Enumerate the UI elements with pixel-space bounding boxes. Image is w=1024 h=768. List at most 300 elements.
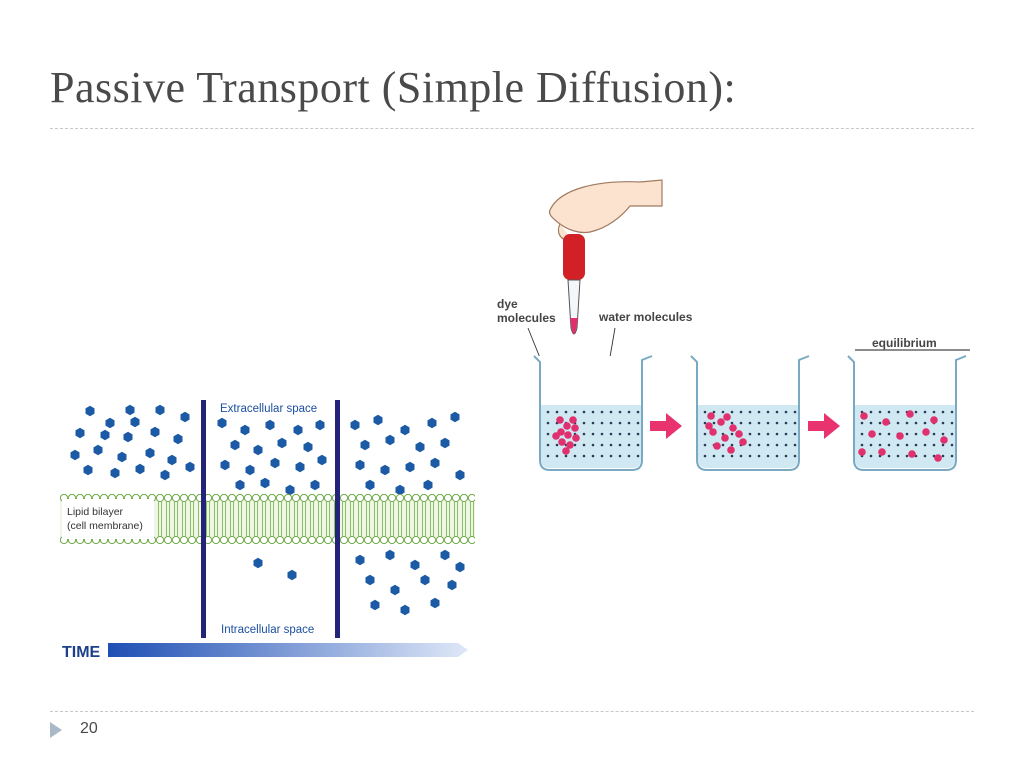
molecule-icon: [156, 405, 165, 415]
lipid-head: [268, 494, 275, 501]
lipid-head: [260, 494, 267, 501]
molecule-icon: [288, 570, 297, 580]
water-molecule-dot: [897, 411, 900, 414]
lipid-head: [220, 494, 227, 501]
lipid-head: [212, 536, 219, 543]
water-molecule-dot: [556, 455, 559, 458]
water-molecule-dot: [794, 422, 797, 425]
molecule-icon: [136, 464, 145, 474]
lipid-head: [212, 494, 219, 501]
dye-label-line2: molecules: [497, 311, 556, 325]
lipid-head: [372, 494, 379, 501]
water-molecule-dot: [794, 411, 797, 414]
water-molecule-dot: [767, 411, 770, 414]
water-molecule-dot: [610, 433, 613, 436]
water-molecule-dot: [924, 455, 927, 458]
dye-molecule: [558, 438, 566, 446]
molecule-icon: [246, 465, 255, 475]
bilayer-label-line2: (cell membrane): [67, 520, 143, 532]
lipid-head: [452, 536, 459, 543]
water-molecule-dot: [785, 411, 788, 414]
dye-molecule: [940, 436, 948, 444]
molecule-icon: [441, 550, 450, 560]
lipid-head: [404, 536, 411, 543]
molecule-icon: [374, 415, 383, 425]
water-molecule-dot: [942, 433, 945, 436]
dye-molecule: [858, 448, 866, 456]
molecule-icon: [271, 458, 280, 468]
water-molecule-dot: [776, 444, 779, 447]
water-molecule-dot: [749, 433, 752, 436]
water-molecule-dot: [897, 455, 900, 458]
molecule-icon: [126, 405, 135, 415]
lipid-head: [348, 494, 355, 501]
dye-molecule: [717, 418, 725, 426]
water-molecule-dot: [942, 455, 945, 458]
molecule-icon: [218, 418, 227, 428]
molecule-icon: [236, 480, 245, 490]
lipid-head: [236, 494, 243, 501]
lipid-head: [316, 536, 323, 543]
lipid-head: [324, 536, 331, 543]
dye-molecule: [707, 412, 715, 420]
water-molecule-dot: [740, 455, 743, 458]
water-molecule-dot: [794, 455, 797, 458]
lipid-head: [164, 536, 171, 543]
water-molecule-dot: [888, 433, 891, 436]
lipid-head: [412, 494, 419, 501]
lipid-head: [388, 494, 395, 501]
molecule-icon: [266, 420, 275, 430]
water-molecule-dot: [951, 455, 954, 458]
molecule-icon: [386, 435, 395, 445]
molecule-icon: [386, 550, 395, 560]
lipid-head: [228, 536, 235, 543]
water-molecule-dot: [767, 444, 770, 447]
dye-molecule: [562, 447, 570, 455]
water-molecule-dot: [731, 411, 734, 414]
dye-molecule: [860, 412, 868, 420]
dye-molecule: [723, 413, 731, 421]
molecule-icon: [294, 425, 303, 435]
slide-title: Passive Transport (Simple Diffusion):: [50, 63, 737, 112]
molecule-icon: [231, 440, 240, 450]
molecule-icon: [174, 434, 183, 444]
water-molecule-dot: [785, 433, 788, 436]
lipid-head: [292, 494, 299, 501]
water-molecule-dot: [794, 433, 797, 436]
water-molecule-dot: [879, 433, 882, 436]
water-molecule-dot: [601, 444, 604, 447]
lipid-head: [420, 536, 427, 543]
bilayer-label-line1: Lipid bilayer: [67, 506, 124, 518]
dye-molecule: [564, 431, 572, 439]
water-molecule-dot: [758, 455, 761, 458]
water-molecule-dot: [879, 422, 882, 425]
water-molecule-dot: [574, 444, 577, 447]
lipid-head: [300, 494, 307, 501]
water-molecule-dot: [933, 411, 936, 414]
lipid-head: [364, 494, 371, 501]
beakers-group: [534, 356, 966, 470]
water-molecule-dot: [749, 411, 752, 414]
water-molecule-dot: [906, 422, 909, 425]
lipid-head: [260, 536, 267, 543]
dye-molecule: [556, 416, 564, 424]
water-molecule-dot: [592, 422, 595, 425]
dye-molecule: [882, 418, 890, 426]
lipid-head: [244, 494, 251, 501]
water-molecule-dot: [592, 455, 595, 458]
molecule-icon: [351, 420, 360, 430]
molecule-icon: [86, 406, 95, 416]
water-molecule-dot: [601, 422, 604, 425]
dye-molecule: [739, 438, 747, 446]
molecule-icon: [311, 480, 320, 490]
water-molecule-dot: [915, 433, 918, 436]
water-molecule-dot: [776, 433, 779, 436]
water-molecule-dot: [619, 422, 622, 425]
lipid-head: [388, 536, 395, 543]
lipid-head: [452, 494, 459, 501]
lipid-head: [252, 536, 259, 543]
water-molecule-dot: [628, 444, 631, 447]
molecule-icon: [101, 430, 110, 440]
water-molecule-dot: [628, 455, 631, 458]
water-molecule-dot: [888, 444, 891, 447]
water-molecule-dot: [574, 411, 577, 414]
molecule-icon: [146, 448, 155, 458]
dye-molecule: [922, 428, 930, 436]
water-molecule-dot: [628, 411, 631, 414]
molecule-icon: [286, 485, 295, 495]
water-molecule-dot: [583, 411, 586, 414]
molecule-icon: [296, 462, 305, 472]
lipid-head: [340, 494, 347, 501]
water-molecule-dot: [637, 433, 640, 436]
dye-molecule: [906, 410, 914, 418]
molecule-icon: [278, 438, 287, 448]
water-molecule-dot: [547, 411, 550, 414]
water-molecule-dot: [592, 433, 595, 436]
lipid-head: [468, 536, 475, 543]
page-number: 20: [80, 720, 98, 737]
water-molecule-dot: [556, 444, 559, 447]
water-molecule-dot: [583, 444, 586, 447]
water-molecule-dot: [610, 444, 613, 447]
lipid-head: [364, 536, 371, 543]
molecule-icon: [371, 600, 380, 610]
dye-molecule: [552, 432, 560, 440]
lipid-head: [276, 494, 283, 501]
lipid-head: [228, 494, 235, 501]
water-molecule-dot: [583, 422, 586, 425]
water-molecule-dot: [879, 444, 882, 447]
molecule-icon: [76, 428, 85, 438]
lipid-head: [436, 494, 443, 501]
water-molecule-dot: [704, 455, 707, 458]
lipid-head: [348, 536, 355, 543]
time-arrow: [108, 643, 468, 657]
molecule-icon: [428, 418, 437, 428]
lipid-head: [436, 536, 443, 543]
water-molecule-dot: [637, 455, 640, 458]
water-molecule-dot: [704, 411, 707, 414]
molecule-icon: [111, 468, 120, 478]
molecule-icon: [441, 438, 450, 448]
water-molecule-dot: [897, 422, 900, 425]
lipid-head: [180, 494, 187, 501]
lipid-head: [164, 494, 171, 501]
dye-molecule: [705, 422, 713, 430]
water-molecule-dot: [906, 433, 909, 436]
molecule-icon: [421, 575, 430, 585]
water-molecule-dot: [619, 411, 622, 414]
lipid-head: [300, 536, 307, 543]
water-molecule-dot: [951, 411, 954, 414]
title-divider: [50, 128, 974, 129]
molecule-icon: [151, 427, 160, 437]
lipid-head: [180, 536, 187, 543]
dye-molecule: [563, 422, 571, 430]
water-molecule-dot: [888, 411, 891, 414]
water-molecule-dot: [758, 411, 761, 414]
water-molecule-dot: [776, 422, 779, 425]
molecule-icon: [118, 452, 127, 462]
water-molecule-dot: [870, 411, 873, 414]
water-molecule-dot: [794, 444, 797, 447]
water-molecule-dot: [879, 411, 882, 414]
lipid-head: [188, 494, 195, 501]
water-molecule-dot: [601, 411, 604, 414]
water-molecule-dot: [785, 455, 788, 458]
lipid-head: [236, 536, 243, 543]
molecule-icon: [381, 465, 390, 475]
water-molecule-dot: [628, 433, 631, 436]
molecule-icon: [401, 425, 410, 435]
water-molecule-dot: [915, 411, 918, 414]
water-molecule-dot: [758, 433, 761, 436]
water-molecule-dot: [861, 433, 864, 436]
lipid-head: [372, 536, 379, 543]
dropper-bulb: [563, 234, 585, 280]
equilibrium-label: equilibrium: [872, 336, 937, 350]
molecule-icon: [161, 470, 170, 480]
lipid-head: [220, 536, 227, 543]
molecule-icon: [316, 420, 325, 430]
water-molecule-dot: [942, 422, 945, 425]
water-molecule-dot: [740, 422, 743, 425]
water-molecule-dot: [924, 411, 927, 414]
water-molecule-dot: [749, 444, 752, 447]
time-divider-1: [201, 400, 206, 638]
molecule-icon: [181, 412, 190, 422]
molecule-icon: [406, 462, 415, 472]
water-molecule-dot: [565, 411, 568, 414]
water-molecule-dot: [547, 422, 550, 425]
lipid-head: [468, 494, 475, 501]
water-molecule-dot: [933, 433, 936, 436]
molecule-icon: [366, 480, 375, 490]
molecule-icon: [356, 555, 365, 565]
lipid-head: [292, 536, 299, 543]
bilayer-label-box: [62, 499, 154, 539]
water-molecule-dot: [740, 411, 743, 414]
molecule-icon: [318, 455, 327, 465]
water-molecule-dot: [767, 455, 770, 458]
lipid-head: [284, 494, 291, 501]
lipid-head: [316, 494, 323, 501]
water-molecule-dot: [731, 422, 734, 425]
water-molecule-dot: [601, 455, 604, 458]
water-molecule-dot: [942, 411, 945, 414]
molecule-icon: [94, 445, 103, 455]
molecule-icon: [186, 462, 195, 472]
lipid-head: [380, 494, 387, 501]
time-label: TIME: [62, 644, 101, 661]
lipid-head: [412, 536, 419, 543]
footer-divider: [50, 711, 974, 712]
dye-molecule: [572, 434, 580, 442]
molecule-icon: [456, 562, 465, 572]
dye-molecule: [727, 446, 735, 454]
dye-molecule: [569, 416, 577, 424]
water-molecule-dot: [610, 455, 613, 458]
water-molecule-dot: [749, 455, 752, 458]
molecule-icon: [361, 440, 370, 450]
lipid-head: [404, 494, 411, 501]
lipid-head: [356, 536, 363, 543]
dye-molecule: [868, 430, 876, 438]
lipid-head: [276, 536, 283, 543]
water-molecule-dot: [722, 455, 725, 458]
molecule-icon: [261, 478, 270, 488]
water-molecule-dot: [619, 444, 622, 447]
water-molecule-dot: [610, 411, 613, 414]
dye-molecule: [571, 424, 579, 432]
molecule-icon: [84, 465, 93, 475]
beaker-diffusion-figure: [490, 170, 980, 480]
water-molecule-dot: [583, 455, 586, 458]
water-molecule-dot: [565, 455, 568, 458]
water-molecule-dot: [731, 433, 734, 436]
water-molecule-dot: [951, 444, 954, 447]
molecule-icon: [366, 575, 375, 585]
water-molecule-dot: [767, 422, 770, 425]
molecule-icon: [391, 585, 400, 595]
water-molecule-dot: [888, 455, 891, 458]
water-molecule-dot: [610, 422, 613, 425]
intracellular-label: Intracellular space: [221, 624, 315, 636]
lipid-head: [308, 536, 315, 543]
water-molecule-dot: [749, 422, 752, 425]
lipid-head: [252, 494, 259, 501]
water-molecule-dot: [915, 422, 918, 425]
lipid-head: [188, 536, 195, 543]
lipid-head: [156, 494, 163, 501]
water-molecule-dot: [951, 433, 954, 436]
molecule-icon: [431, 598, 440, 608]
molecule-icon: [106, 418, 115, 428]
lipid-head: [428, 494, 435, 501]
water-molecule-dot: [722, 411, 725, 414]
water-molecule-dot: [637, 411, 640, 414]
dye-molecule: [878, 448, 886, 456]
water-molecule-dot: [758, 422, 761, 425]
water-molecule-dot: [776, 455, 779, 458]
water-molecule-dot: [758, 444, 761, 447]
water-molecule-dot: [583, 433, 586, 436]
water-molecule-dot: [870, 455, 873, 458]
dye-molecule: [930, 416, 938, 424]
water-molecule-dot: [547, 455, 550, 458]
lipid-head: [444, 494, 451, 501]
lipid-head: [380, 536, 387, 543]
molecule-icon: [411, 560, 420, 570]
water-molecule-dot: [619, 433, 622, 436]
molecule-icon: [254, 445, 263, 455]
dye-molecule: [721, 434, 729, 442]
water-molecule-dot: [870, 422, 873, 425]
lipid-head: [396, 536, 403, 543]
water-molecule-dot: [592, 411, 595, 414]
molecule-icon: [241, 425, 250, 435]
molecule-icon: [168, 455, 177, 465]
lipid-head: [340, 536, 347, 543]
molecule-icon: [131, 417, 140, 427]
dye-molecule: [934, 454, 942, 462]
lipid-head: [420, 494, 427, 501]
water-molecule-dot: [547, 444, 550, 447]
time-divider-2: [335, 400, 340, 638]
hand-illustration: [549, 180, 662, 233]
molecule-icon: [71, 450, 80, 460]
water-molecule-dot: [704, 433, 707, 436]
molecule-icon: [424, 480, 433, 490]
dye-molecule: [729, 424, 737, 432]
molecule-icon: [451, 412, 460, 422]
water-molecule-dot: [915, 444, 918, 447]
water-molecule-dot: [776, 411, 779, 414]
water-molecule-dot: [767, 433, 770, 436]
water-molecule-dot: [785, 444, 788, 447]
dye-molecule: [735, 430, 743, 438]
water-molecule-dot: [592, 444, 595, 447]
water-molecule-dot: [547, 433, 550, 436]
lipid-head: [356, 494, 363, 501]
water-molecule-dot: [713, 422, 716, 425]
water-molecule-dot: [861, 444, 864, 447]
arrow-icon: [650, 413, 682, 439]
molecule-icon: [431, 458, 440, 468]
water-molecule-dot: [556, 411, 559, 414]
water-molecule-dot: [628, 422, 631, 425]
water-molecule-dot: [924, 422, 927, 425]
water-molecule-dot: [785, 422, 788, 425]
water-molecule-dot: [951, 422, 954, 425]
footer-bullet-icon: [50, 722, 62, 738]
lipid-head: [460, 494, 467, 501]
lipid-head: [444, 536, 451, 543]
water-molecule-dot: [731, 455, 734, 458]
water-molecule-dot: [942, 444, 945, 447]
membrane-diffusion-figure: [60, 395, 475, 665]
molecule-icon: [254, 558, 263, 568]
water-molecule-dot: [713, 455, 716, 458]
molecule-icon: [221, 460, 230, 470]
molecule-icon: [416, 442, 425, 452]
molecule-icon: [356, 460, 365, 470]
